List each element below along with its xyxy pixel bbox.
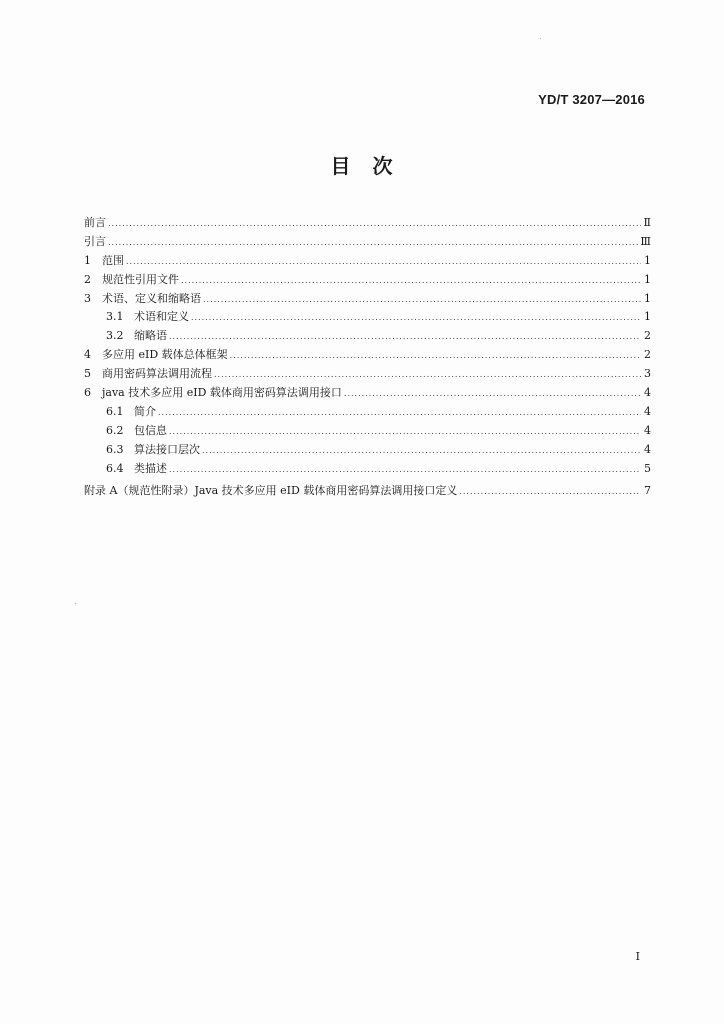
toc-entry[interactable] — [84, 252, 651, 271]
toc-entry[interactable] — [84, 365, 651, 384]
toc-entry[interactable] — [84, 384, 651, 403]
toc-leader-dots — [108, 215, 641, 234]
toc-leader-dots — [191, 309, 641, 328]
toc-leader-dots — [202, 442, 641, 461]
toc-entry-page: 4 — [644, 423, 651, 437]
toc-entry-label: java 技术多应用 eID 载体商用密码算法调用接口 — [102, 386, 342, 400]
toc-entry-page: 4 — [644, 404, 651, 418]
toc-leader-dots — [181, 272, 641, 291]
toc-entry[interactable] — [84, 327, 651, 346]
toc-entry[interactable] — [84, 441, 651, 460]
toc-entry[interactable] — [84, 233, 651, 252]
toc-entry-page: 1 — [644, 272, 651, 286]
toc-leader-dots — [203, 291, 641, 310]
toc-entry-number: 6.3 — [106, 442, 124, 456]
table-of-contents — [84, 214, 651, 501]
toc-entry-page: Ⅲ — [640, 234, 651, 248]
toc-entry[interactable] — [84, 422, 651, 441]
toc-entry-page: 2 — [644, 329, 651, 343]
toc-entry-label: 附录 A（规范性附录）Java 技术多应用 eID 载体商用密码算法调用接口定义 — [84, 484, 458, 498]
toc-entry-number: 3 — [84, 291, 91, 305]
toc-entry-label: 商用密码算法调用流程 — [102, 367, 212, 381]
toc-entry-page: 4 — [644, 442, 651, 456]
toc-entry-page: Ⅱ — [643, 216, 651, 229]
toc-leader-dots — [169, 423, 641, 442]
toc-entry-label: 类描述 — [134, 461, 167, 475]
toc-leader-dots — [459, 483, 641, 502]
page-title: 目 次 — [330, 154, 394, 178]
toc-entry-number: 4 — [84, 348, 91, 362]
toc-entry-page: 7 — [644, 484, 651, 498]
toc-entry-page: 3 — [644, 367, 651, 381]
toc-entry-label: 引言 — [84, 234, 106, 248]
toc-entry-label: 算法接口层次 — [134, 442, 200, 456]
toc-entry-number: 6.1 — [106, 404, 124, 418]
toc-entry[interactable] — [84, 346, 651, 365]
toc-entry-page: 4 — [644, 386, 651, 400]
toc-entry[interactable] — [84, 308, 651, 327]
toc-entry-page: 1 — [644, 253, 651, 267]
toc-entry[interactable] — [84, 290, 651, 309]
toc-entry-number: 5 — [84, 367, 91, 381]
toc-entry-number: 3.2 — [106, 329, 124, 343]
scan-speck — [540, 38, 541, 39]
toc-entry-number: 6.4 — [106, 461, 124, 475]
scan-speck — [75, 603, 76, 604]
toc-leader-dots — [214, 366, 641, 385]
toc-entry-label: 规范性引用文件 — [102, 272, 179, 286]
toc-entry-number: 1 — [84, 253, 91, 267]
toc-entry-number: 6 — [84, 386, 91, 400]
toc-leader-dots — [230, 347, 641, 366]
toc-entry-label: 术语、定义和缩略语 — [102, 291, 201, 305]
toc-entry-page: 2 — [644, 348, 651, 362]
toc-entry-label: 前言 — [84, 216, 106, 229]
toc-leader-dots — [158, 404, 641, 423]
page-number: I — [635, 950, 640, 963]
toc-entry-number: 3.1 — [106, 310, 124, 324]
toc-leader-dots — [126, 253, 641, 272]
toc-entry-label: 包信息 — [134, 423, 167, 437]
toc-entry-page: 5 — [644, 461, 651, 475]
toc-entry[interactable] — [84, 214, 651, 233]
toc-entry[interactable] — [84, 460, 651, 479]
toc-entry-number: 2 — [84, 272, 91, 286]
toc-leader-dots — [344, 385, 641, 404]
toc-entry[interactable] — [84, 403, 651, 422]
toc-entry-page: 1 — [644, 310, 651, 324]
toc-entry-appendix[interactable] — [84, 482, 651, 501]
toc-entry-label: 缩略语 — [134, 329, 167, 343]
toc-entry-number: 6.2 — [106, 423, 124, 437]
toc-entry-page: 1 — [644, 291, 651, 305]
toc-entry-label: 范围 — [102, 253, 124, 267]
toc-entry-label: 简介 — [134, 404, 156, 418]
toc-entry[interactable] — [84, 271, 651, 290]
toc-leader-dots — [169, 461, 641, 480]
toc-leader-dots — [108, 234, 638, 253]
standard-code: YD/T 3207—2016 — [538, 92, 645, 107]
toc-leader-dots — [169, 328, 641, 347]
toc-entry-label: 多应用 eID 载体总体框架 — [102, 348, 228, 362]
toc-entry-label: 术语和定义 — [134, 310, 189, 324]
